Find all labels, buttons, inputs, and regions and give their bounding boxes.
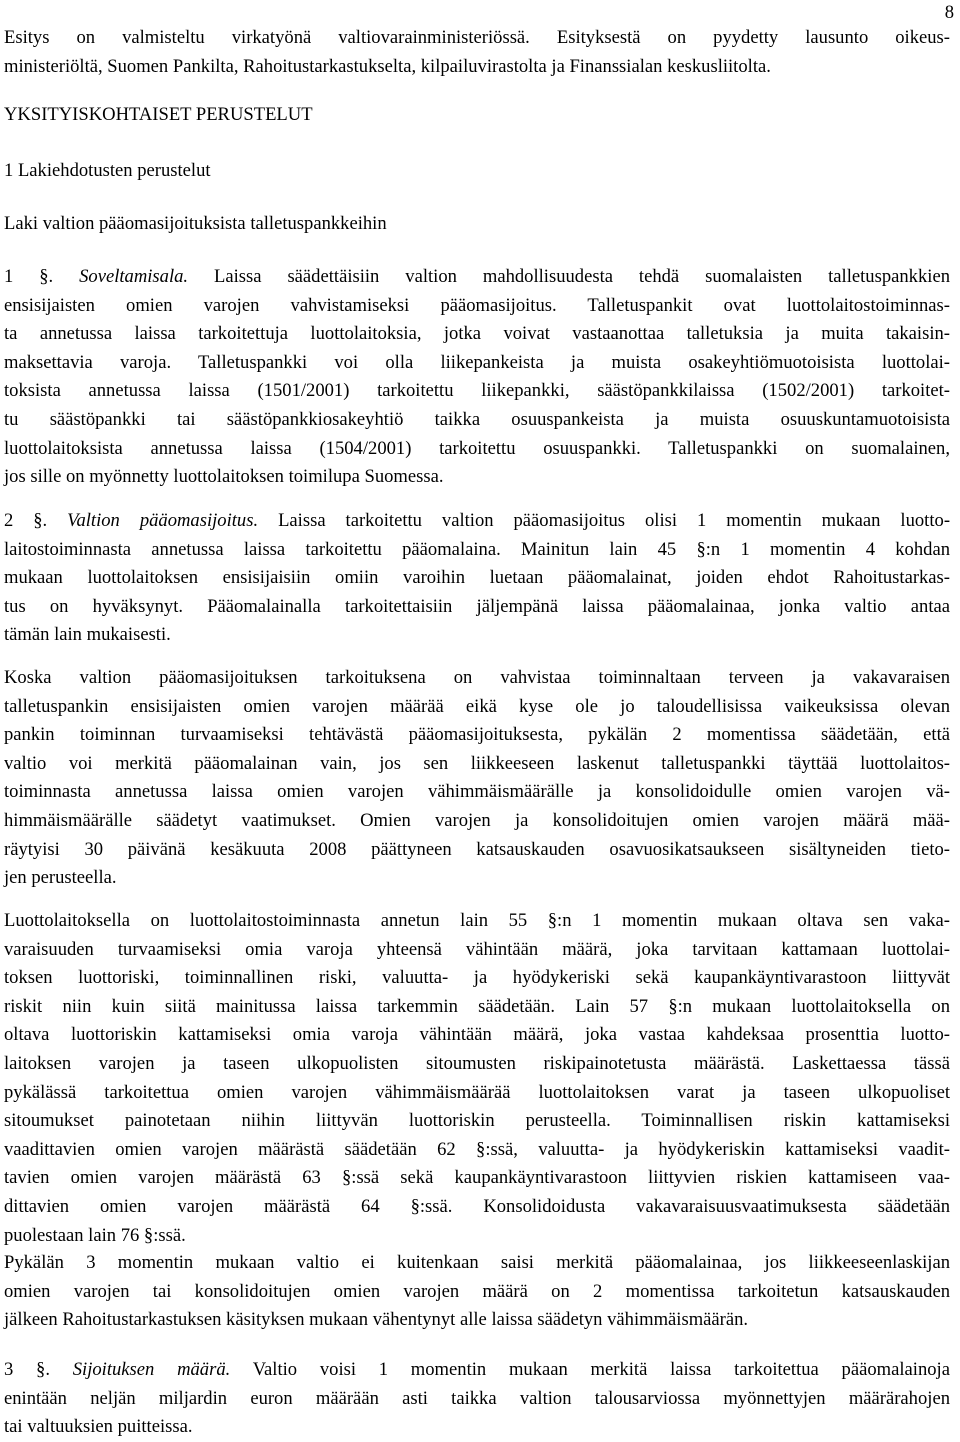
- text-span: Laissa säädettäisiin valtion mahdollisuudesta tehdä suomalaisten talletuspankkien: [188, 266, 950, 287]
- text-line: toksista annetussa laissa (1501/2001) tarkoitettu liikepankki, säästöpankkilaissa (1502/2001) tarkoitet-: [4, 380, 950, 402]
- page-number: 8: [944, 2, 954, 23]
- heading-text: 1 Lakiehdotusten perustelut: [4, 160, 211, 181]
- text-span: Valtio voisi 1 momentin mukaan merkitä laissa tarkoitettua pääomalainoja: [230, 1359, 950, 1380]
- law-heading: [4, 210, 950, 239]
- text-line: laitostoiminnasta annetussa laissa tarkoitettu pääomalaina. Mainitun lain 45 §:n 1 momentin 4 kohdan: [4, 538, 950, 560]
- text-line: sitoumukset painotetaan niihin liittyvän luottoriskin perusteella. Toiminnallisen riskin kattamiseksi: [4, 1110, 950, 1132]
- text-line: puolestaan lain 76 §:ssä.: [4, 1224, 186, 1246]
- text-line: pankin toiminnan turvaamiseksi tehtävästä pääomasijoituksesta, pykälän 2 momentissa säädetään, että: [4, 724, 950, 746]
- text-span: Laissa tarkoitettu valtion pääomasijoitus olisi 1 momentin mukaan luotto-: [258, 510, 951, 531]
- text-line: [4, 507, 950, 536]
- section-number: 2 §.: [4, 510, 68, 531]
- text-line: riskit niin kuin siitä mainitussa laissa tarkemmin säädetään. Lain 57 §:n mukaan luottolaitoksella on: [4, 995, 950, 1017]
- text-line: jen perusteella.: [4, 867, 117, 889]
- text-line: jos sille on myönnetty luottolaitoksen toimilupa Suomessa.: [4, 466, 444, 488]
- text-line: omien varojen tai konsolidoitujen omien varojen määrä on 2 momentissa tarkoitetun katsauskauden: [4, 1280, 950, 1302]
- text-line: tai valtuuksien puitteissa.: [4, 1416, 193, 1438]
- text-line: ministeriöltä, Suomen Pankilta, Rahoitustarkastukselta, kilpailuvirastolta ja Finanssialan keskusliitolta.: [4, 55, 771, 77]
- paragraph-moment-3: [4, 1249, 950, 1335]
- text-line: luottolaitoksista annetussa laissa (1504/2001) tarkoitettu osuuspankki. Talletuspankki on suomalainen,: [4, 437, 950, 459]
- section-title: Valtion pääomasijoitus.: [67, 510, 259, 531]
- text-line: [4, 1356, 950, 1385]
- section-title: Soveltamisala.: [79, 266, 189, 287]
- text-line: varaisuuden turvaamiseksi omia varoja yhteensä vähintään määrä, joka tarvitaan kattamaan luottolai-: [4, 938, 950, 960]
- text-line: [4, 263, 950, 292]
- text-line: valtio voi merkitä pääomalainan vain, jos sen liikkeeseen laskenut talletuspankki täyttää luottolaitos-: [4, 752, 950, 774]
- text-line: Esitys on valmisteltu virkatyönä valtiovarainministeriössä. Esityksestä on pyydetty lausunto oikeus-: [4, 27, 950, 48]
- text-line: tu säästöpankki tai säästöpankkiosakeyhtiö taikka osuuspankeista ja muista osuuskuntamuotoisista: [4, 408, 950, 430]
- text-line: dittavien omien varojen määrästä 64 §:ssä. Konsolidoidusta vakavaraisuusvaatimuksesta säädetään: [4, 1195, 950, 1217]
- text-line: Koska valtion pääomasijoituksen tarkoituksena on vahvistaa toiminnaltaan terveen ja vakavaraisen: [4, 667, 950, 688]
- text-line: enintään neljän miljardin euron määrään asti taikka valtion talousarviossa myönnettyjen määrärahojen: [4, 1387, 950, 1409]
- heading-text: Laki valtion pääomasijoituksista talletuspankkeihin: [4, 213, 387, 234]
- section-number: 1 §.: [4, 266, 80, 287]
- text-line: maksettavia varoja. Talletuspankki voi olla liikepankeista ja muista osakeyhtiömuotoisista luottolai-: [4, 351, 950, 373]
- text-line: himmäismäärälle säädetyt vaatimukset. Omien varojen ja konsolidoitujen omien varojen määrä mää-: [4, 809, 950, 831]
- text-line: Pykälän 3 momentin mukaan valtio ei kuitenkaan saisi merkitä pääomalainaa, jos liikkeeseenlaskijan: [4, 1252, 950, 1273]
- section-3-paragraph: [4, 1356, 950, 1442]
- text-line: räytyisi 30 päivänä kesäkuuta 2008 päättyneen katsauskauden osavuosikatsaukseen sisältyneiden tieto-: [4, 838, 950, 860]
- text-line: jälkeen Rahoitustarkastuksen käsityksen mukaan vähentynyt alle laissa säädetyn vähimmäismäärän.: [4, 1309, 749, 1331]
- text-line: ta annetussa laissa tarkoitettuja luottolaitoksia, jotka voivat vastaanottaa talletuksia ja muita takaisin-: [4, 323, 950, 345]
- text-line: tus on hyväksynyt. Pääomalainalla tarkoitettaisiin jäljempänä laissa pääomalainaa, jonka valtio antaa: [4, 595, 950, 617]
- heading-text: YKSITYISKOHTAISET PERUSTELUT: [4, 104, 313, 125]
- text-line: oltava luottoriskin kattamiseksi omia varoja vähintään määrä, joka vastaa kahdeksaa prosenttia luotto-: [4, 1024, 950, 1046]
- text-line: tavien omien varojen määrästä 63 §:ssä sekä kaupankäyntivarastoon liittyvien riskien kattamiseen vaa-: [4, 1167, 950, 1189]
- text-line: toiminnasta annetussa laissa omien varojen vähimmäismäärälle ja konsolidoidulle omien varojen vä-: [4, 781, 950, 803]
- text-line: laitoksen varojen ja taseen ulkopuolisten sitoumusten riskipainotetusta määrästä. Laskettaessa tässä: [4, 1052, 950, 1074]
- text-line: tämän lain mukaisesti.: [4, 624, 171, 646]
- section-heading: [4, 157, 950, 186]
- section-number: 3 §.: [4, 1359, 73, 1380]
- text-line: toksen luottoriski, toiminnallinen riski, valuutta- ja hyödykeriski sekä kaupankäyntivarastoon liittyvät: [4, 967, 950, 989]
- text-line: talletuspankin ensisijaisten omien varojen määrää eikä kyse ole jo taloudellisissa vaikeuksissa olevan: [4, 695, 950, 717]
- section-2-paragraph: [4, 507, 950, 650]
- paragraph-own-funds: [4, 907, 950, 1250]
- text-line: vaadittavien omien varojen määrästä säädetään 62 §:ssä, valuutta- ja hyödykeriskin kattamiseksi vaadit-: [4, 1138, 950, 1160]
- paragraph-capital-requirements: [4, 664, 950, 893]
- intro-paragraph: [4, 24, 950, 81]
- section-title: Sijoituksen määrä.: [72, 1359, 231, 1380]
- text-line: ensisijaisten omien varojen vahvistamiseksi pääomasijoitus. Talletuspankit ovat luottolaitostoiminnas-: [4, 294, 950, 316]
- text-line: Luottolaitoksella on luottolaitostoiminnasta annetun lain 55 §:n 1 momentin mukaan oltava sen vaka-: [4, 910, 950, 931]
- main-heading: [4, 101, 950, 130]
- section-1-paragraph: [4, 263, 950, 492]
- text-line: mukaan luottolaitoksen ensisijaisiin omiin varoihin luetaan pääomalainat, joiden ehdot Rahoitustarkas-: [4, 567, 950, 589]
- text-line: pykälässä tarkoitettua omien varojen vähimmäismäärää luottolaitoksen varat ja taseen ulkopuoliset: [4, 1081, 950, 1103]
